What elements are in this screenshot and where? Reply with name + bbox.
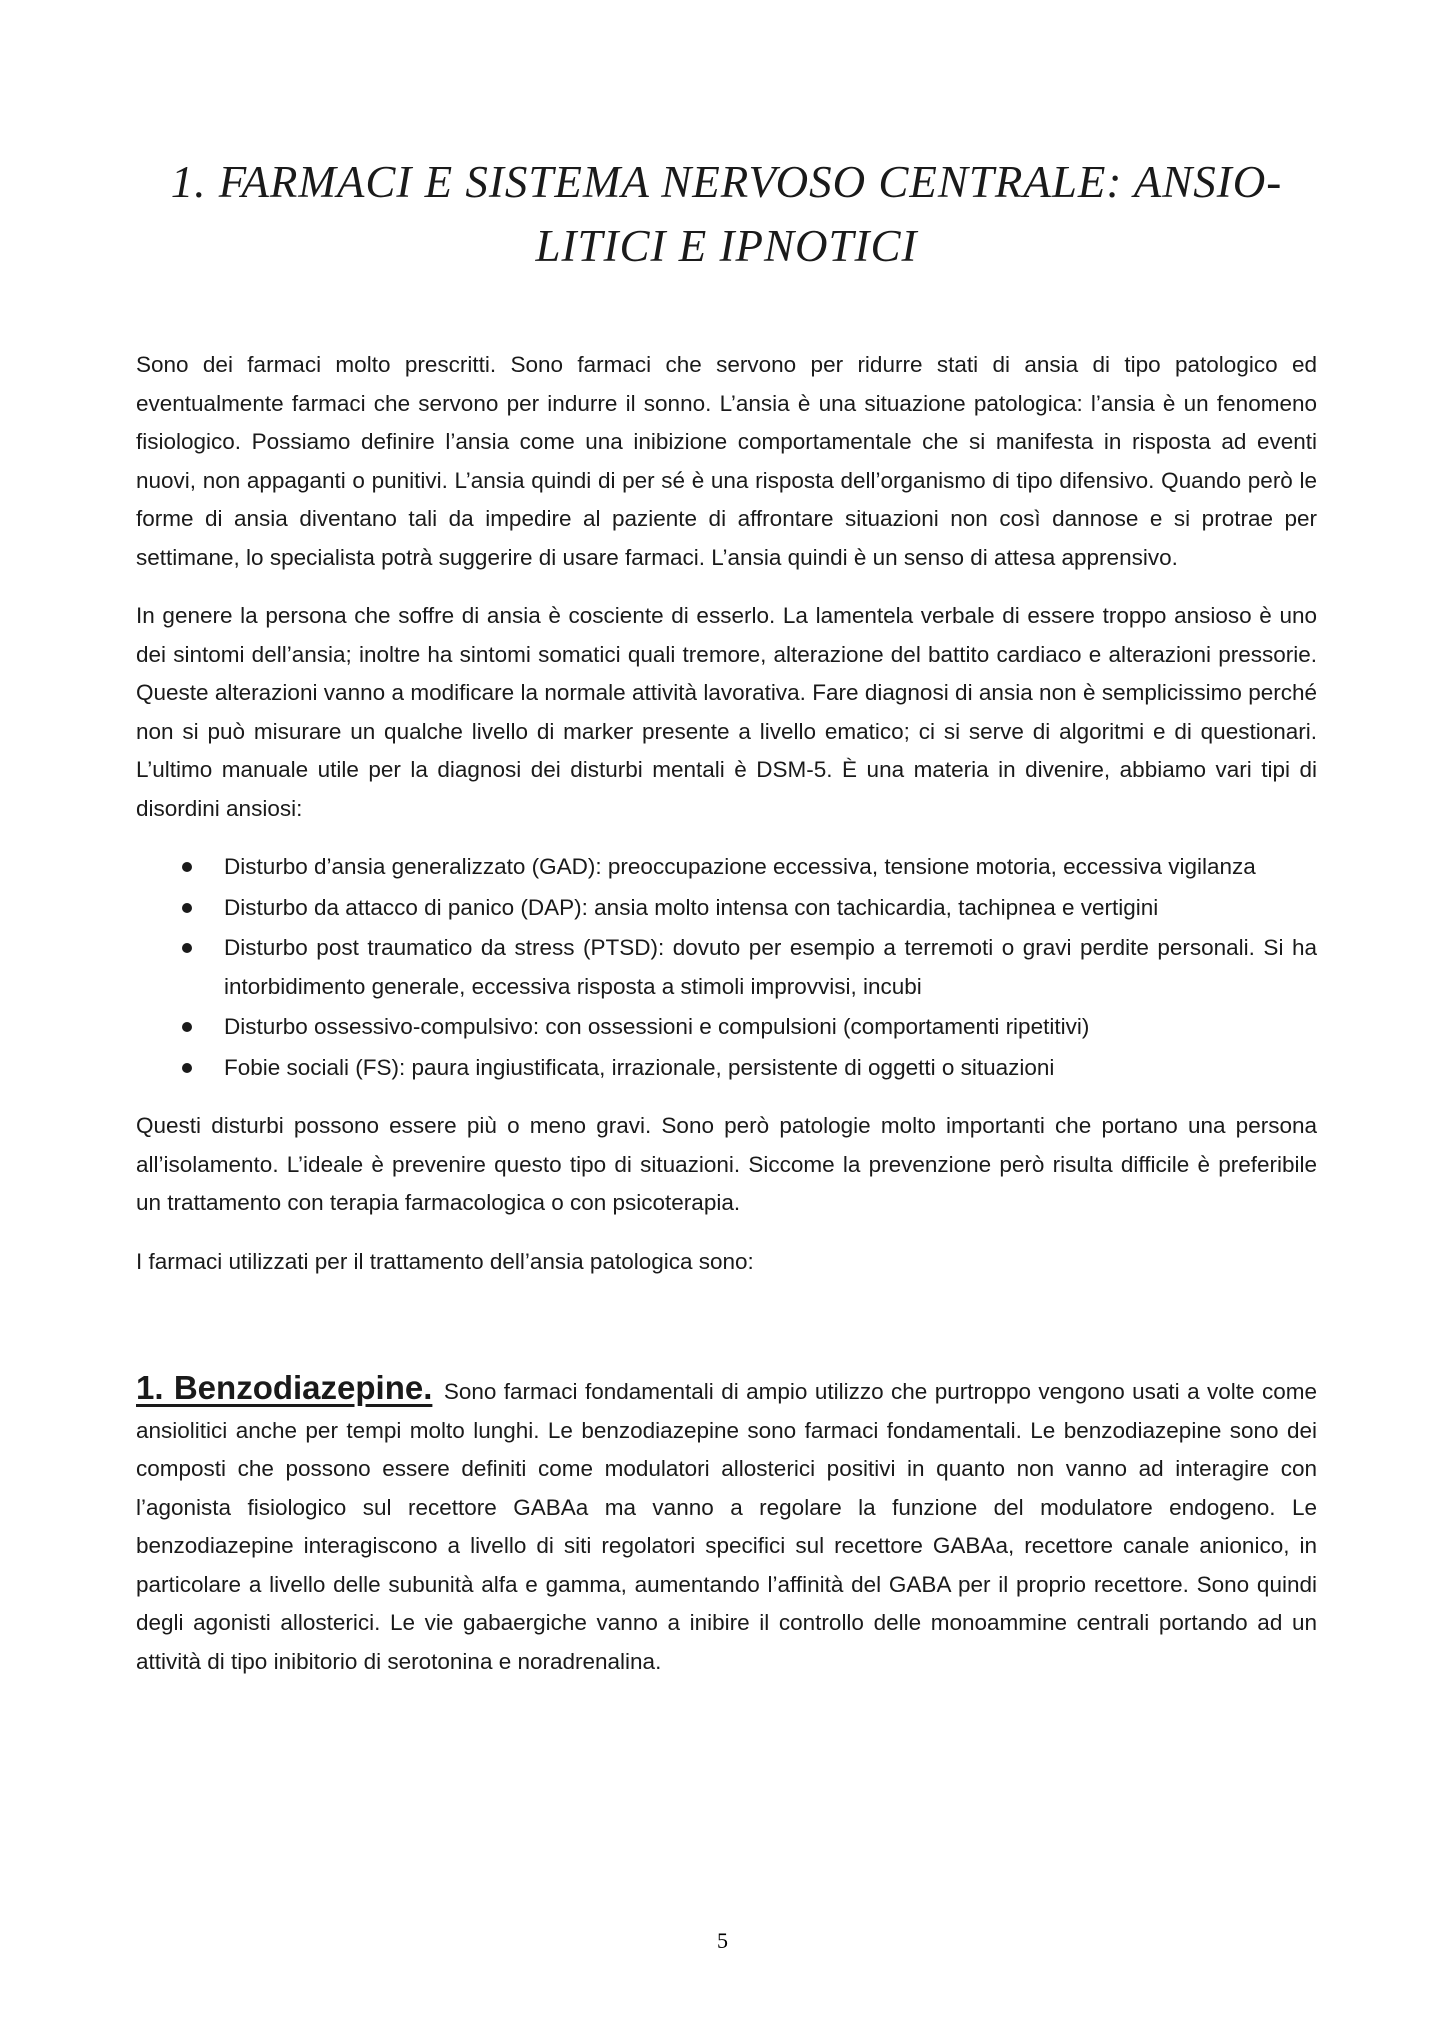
bullet-icon: [182, 1063, 192, 1073]
page-title-line-1: 1. FARMACI E SISTEMA NERVOSO CENTRALE: ANSIO-: [170, 157, 1283, 207]
section-text: Sono farmaci fondamentali di ampio utilizzo che purtroppo vengono usati a volte come ansiolitici anche per tempi molto lunghi. Le benzodiazepine sono farmaci fondamentali. Le benzodiazepine sono dei composti che possono essere definiti come modulatori allosterici positivi in quanto non vanno ad interagire con l’agonista fisiologico sul recettore GABAa ma vanno a regolare la funzione del modulatore endogeno. Le benzodiazepine interagiscono a livello di siti regolatori specifici sul recettore GABAa, recettore canale anionico, in particolare a livello delle subunità alfa e gamma, aumentando l’affinità del GABA per il proprio recettore. Sono quindi degli agonisti allosterici. Le vie gabaergiche vanno a inibire il controllo delle monoammine centrali portando ad un attività di tipo inibitorio di serotonina e noradrenalina.: [136, 1379, 1317, 1674]
list-item-text: Fobie sociali (FS): paura ingiustificata, irrazionale, persistente di oggetti o situazioni: [224, 1054, 1055, 1080]
list-item-text: Disturbo ossessivo-compulsivo: con ossessioni e compulsioni (comportamenti ripetitivi): [224, 1014, 1090, 1039]
list-item-text: Disturbo da attacco di panico (DAP): ansia molto intensa con tachicardia, tachipnea e vertigini: [224, 894, 1159, 920]
page-title-line-2: LITICI E IPNOTICI: [535, 221, 918, 271]
paragraph-diagnosis: In genere la persona che soffre di ansia è cosciente di esserlo. La lamentela verbale di essere troppo ansioso è uno dei sintomi dell’ansia; inoltre ha sintomi somatici quali tremore, alterazione del battito cardiaco e alterazioni pressorie. Queste alterazioni vanno a modificare la normale attività lavorativa. Fare diagnosi di ansia non è semplicissimo perché non si può misurare un qualche livello di marker presente a livello ematico; ci si serve di algoritmi e di questionari. L’ultimo manuale utile per la diagnosi dei disturbi mentali è DSM-5. È una materia in divenire, abbiamo vari tipi di disordini ansiosi:: [136, 603, 1317, 821]
list-item: [136, 1049, 1317, 1088]
list-item: [136, 1008, 1317, 1047]
bullet-icon: [182, 943, 192, 953]
paragraph-intro: Sono dei farmaci molto prescritti. Sono farmaci che servono per ridurre stati di ansia di tipo patologico ed eventualmente farmaci che servono per indurre il sonno. L’ansia è una situazione patologica: l’ansia è un fenomeno fisiologico. Possiamo definire l’ansia come una inibizione comportamentale che si manifesta in risposta ad eventi nuovi, non appaganti o punitivi. L’ansia quindi di per sé è una risposta dell’organismo di tipo difensivo. Quando però le forme di ansia diventano tali da impedire al paziente di affrontare situazioni non così dannose e si protrae per settimane, lo specialista potrà suggerire di usare farmaci. L’ansia quindi è un senso di attesa apprensivo.: [136, 352, 1317, 570]
section-heading: 1. Benzodiazepine.: [136, 1369, 433, 1406]
list-item-text: Disturbo post traumatico da stress (PTSD): dovuto per esempio a terremoti o gravi perdite personali. Si ha intorbidimento generale, eccessiva risposta a stimoli improvvisi, incubi: [224, 935, 1317, 999]
anxiety-disorders-list: [136, 848, 1317, 1087]
bullet-icon: [182, 862, 192, 872]
list-item-text: Disturbo d’ansia generalizzato (GAD): preoccupazione eccessiva, tensione motoria, eccessiva vigilanza: [224, 854, 1256, 879]
page-title: [136, 150, 1317, 278]
paragraph-farmaci-intro: I farmaci utilizzati per il trattamento dell’ansia patologica sono:: [136, 1248, 754, 1274]
bullet-icon: [182, 903, 192, 913]
section-benzodiazepine: [136, 1369, 1317, 1681]
list-item: [136, 889, 1317, 928]
list-item: [136, 848, 1317, 887]
page-number: 5: [717, 1928, 728, 1953]
list-item: [136, 929, 1317, 1006]
paragraph-after-list: Questi disturbi possono essere più o meno gravi. Sono però patologie molto importanti che portano una persona all’isolamento. L’ideale è prevenire questo tipo di situazioni. Siccome la prevenzione però risulta difficile è preferibile un trattamento con terapia farmacologica o con psicoterapia.: [136, 1113, 1317, 1215]
bullet-icon: [182, 1022, 192, 1032]
